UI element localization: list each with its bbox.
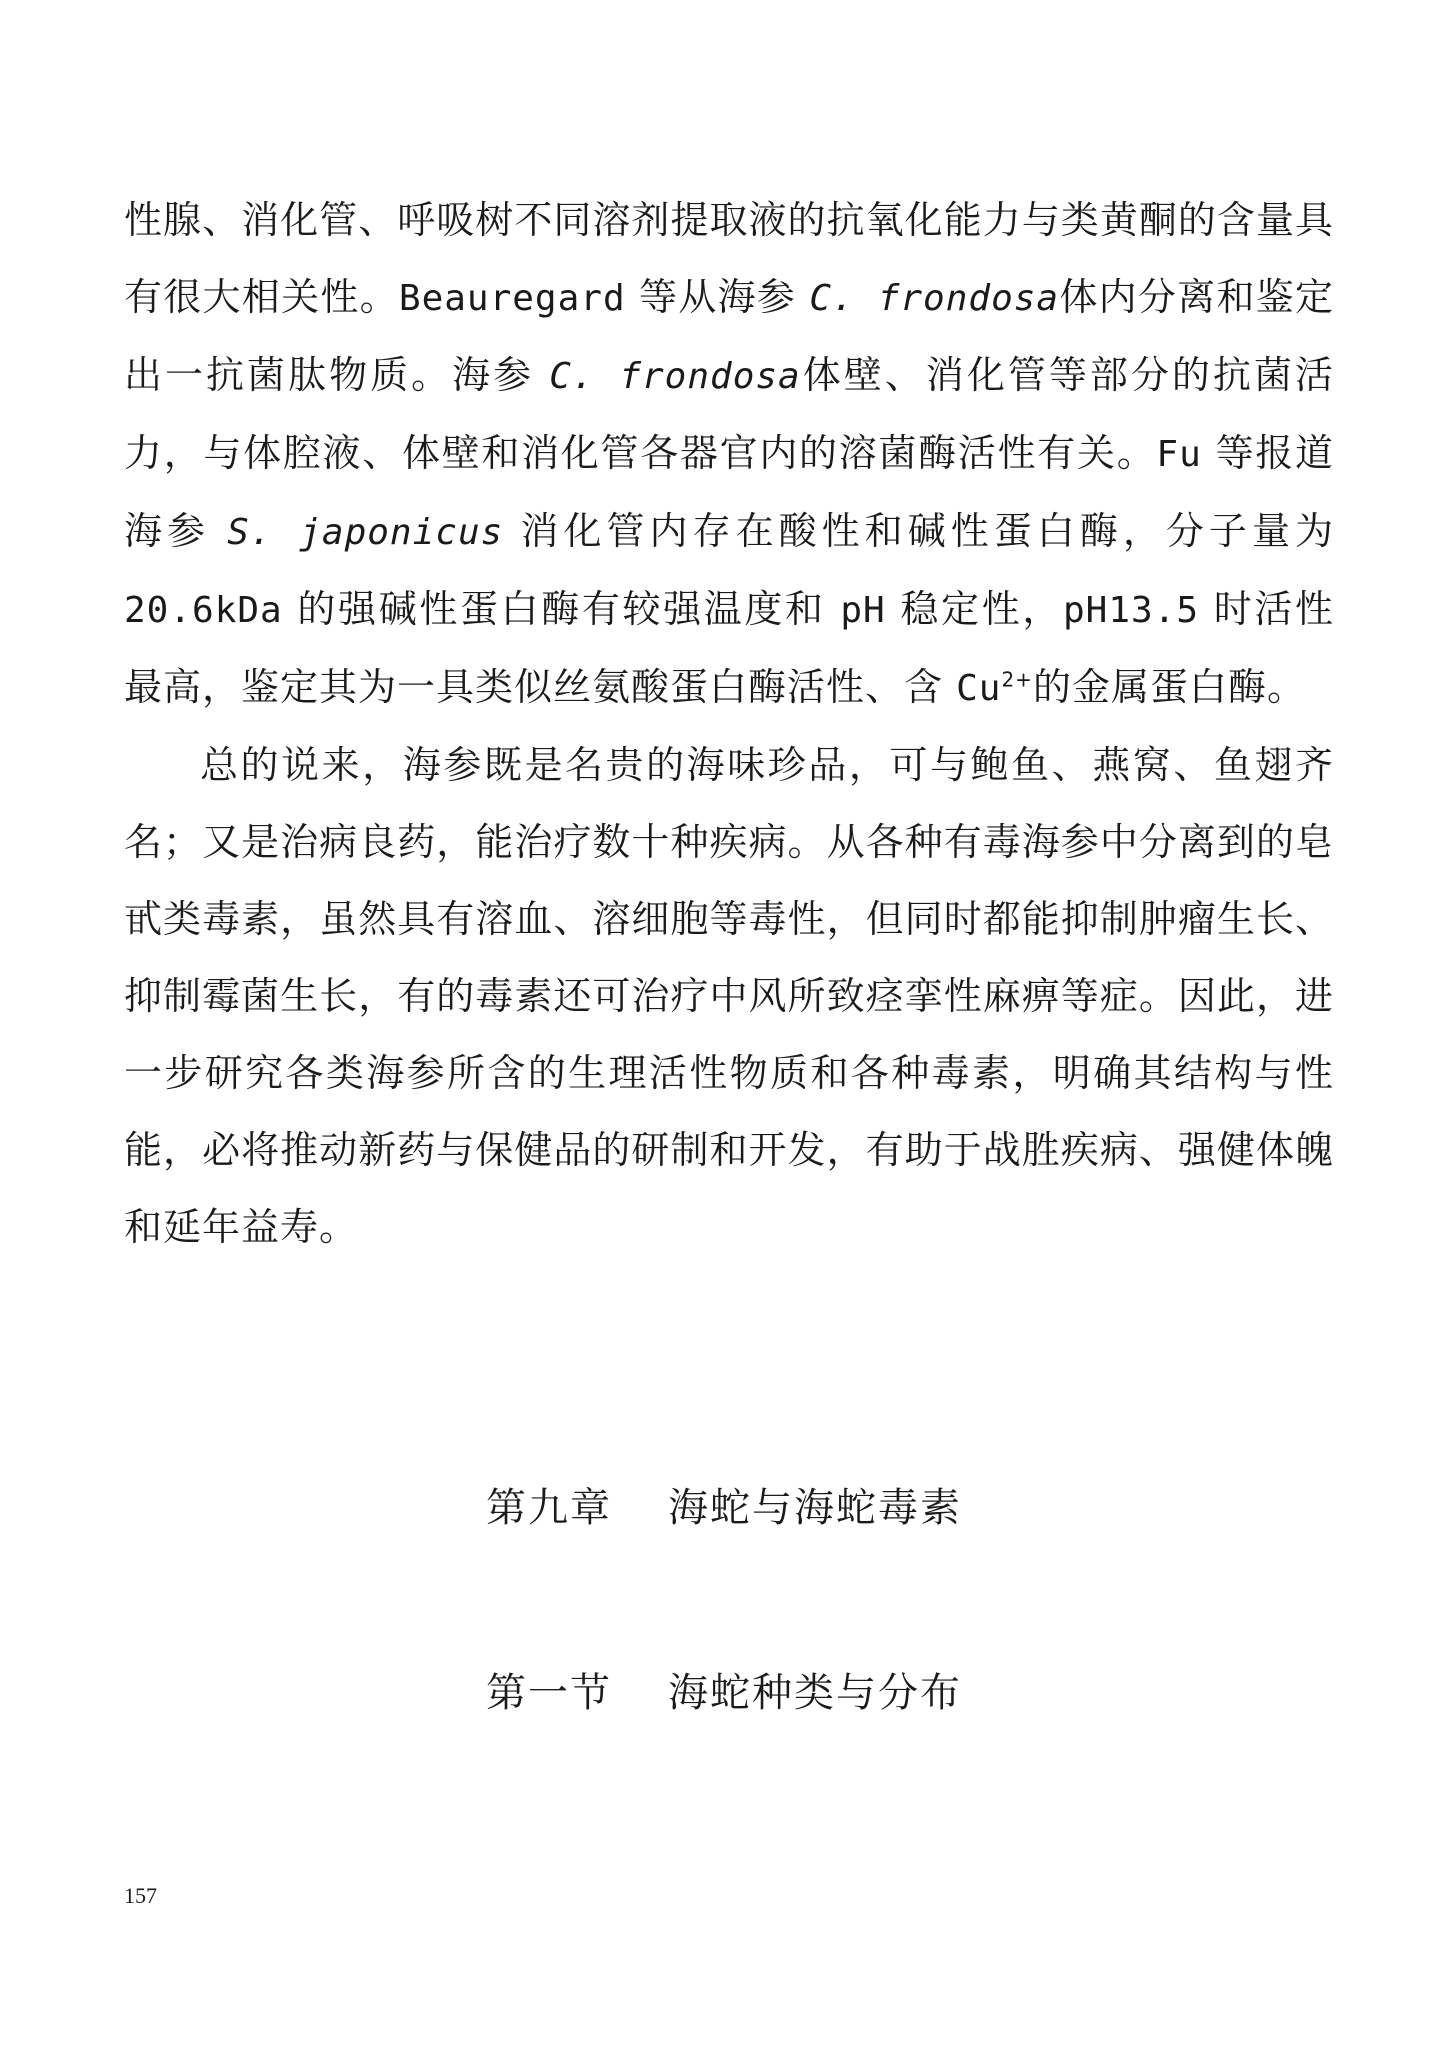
chapter-heading bbox=[0, 1480, 1448, 1536]
text-span: 等从海参 bbox=[625, 275, 810, 319]
text-span: 等报道海参 bbox=[124, 431, 1334, 553]
author-name: Fu bbox=[1156, 434, 1202, 475]
copper-ion: Cu bbox=[956, 668, 1002, 709]
text-span: 的金属蛋白酶。 bbox=[1032, 665, 1306, 709]
species-name: C. frondosa bbox=[549, 356, 801, 397]
paragraph-antioxidant-antibacterial bbox=[124, 182, 1334, 727]
text-span: 体壁、消化管等部分的抗菌活力，与体腔液、体壁和消化管各器官内的溶菌酶活性有关。 bbox=[124, 353, 1334, 475]
text-span: 稳定性， bbox=[885, 587, 1063, 631]
section-title-text: 海蛇种类与分布 bbox=[668, 1670, 962, 1716]
chapter-title-text: 海蛇与海蛇毒素 bbox=[668, 1485, 962, 1531]
text-span: 消化管内存在酸性和碱性蛋白酶，分子量为 bbox=[503, 509, 1334, 553]
ion-charge: 2+ bbox=[1001, 667, 1033, 692]
section-number: 第一节 bbox=[486, 1670, 612, 1716]
species-name: S. japonicus bbox=[227, 512, 504, 553]
text-span: 的强碱性蛋白酶有较强温度和 bbox=[282, 587, 841, 631]
author-name: Beauregard bbox=[398, 278, 626, 319]
text-span: 体内分离和鉴定出一抗菌肽物质。海参 bbox=[124, 275, 1334, 397]
text-span: 时活性最高，鉴定其为一具类似丝氨酸蛋白酶活性、含 bbox=[124, 587, 1334, 709]
body-text bbox=[124, 182, 1334, 1266]
chapter-number: 第九章 bbox=[486, 1485, 612, 1531]
text-span: 性腺、消化管、呼吸树不同溶剂提取液的抗氧化能力与类黄酮的含量具有很大相关性。 bbox=[124, 198, 1334, 319]
page-number: 157 bbox=[124, 1883, 157, 1908]
molecular-weight: 20.6kDa bbox=[124, 590, 283, 631]
species-name: C. frondosa bbox=[809, 278, 1060, 319]
section-heading bbox=[0, 1665, 1448, 1721]
ph-value: pH13.5 bbox=[1062, 590, 1200, 631]
paragraph-summary: 总的说来，海参既是名贵的海味珍品，可与鲍鱼、燕窝、鱼翅齐名；又是治病良药，能治疗数十种疾病。从各种有毒海参中分离到的皂甙类毒素，虽然具有溶血、溶细胞等毒性，但同时都能抑制肿瘤生长、抑制霉菌生长，有的毒素还可治疗中风所致痉挛性麻痹等症。因此，进一步研究各类海参所含的生理活性物质和各种毒素，明确其结构与性能，必将推动新药与保健品的研制和开发，有助于战胜疾病、强健体魄和延年益寿。 bbox=[124, 743, 1334, 1249]
ph-term: pH bbox=[840, 590, 886, 631]
